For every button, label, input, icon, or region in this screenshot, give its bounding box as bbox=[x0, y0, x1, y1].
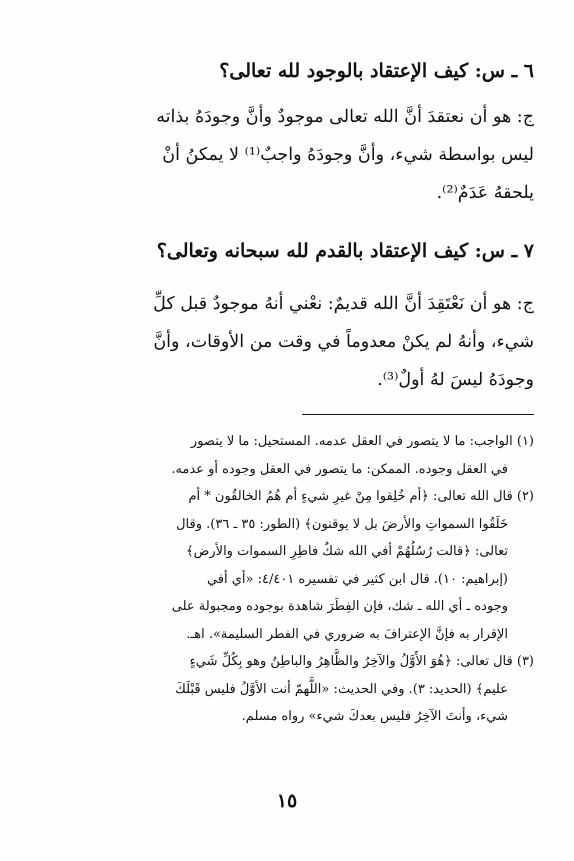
footnotes bbox=[29, 428, 534, 731]
footnote-line: الإقرار به فإنَّ الإعترافَ به ضروري في الفطر السليمة». اهـ. bbox=[186, 626, 508, 642]
footnote-line: تعالى: ﴿قالت رُسُلُهُمْ أفي الله شكٌ فاطِرِ السموات والأرض﴾ bbox=[186, 544, 508, 559]
footnote-line: (إبراهيم: ١٠). قال ابن كثير في تفسيره ٤/٤٠١: «أي أفي bbox=[206, 571, 508, 587]
footnote-line: وجوده ـ أي الله ـ شك، فإن الفِطَرَ شاهدة بوجوده ومجبولة على bbox=[171, 599, 508, 614]
footnote-line: عليم﴾ (الحديد: ٣). وفي الحديث: «اللَّهمّ أنت الأوَّلُ فليس قَبْلَكَ bbox=[175, 681, 508, 697]
answer-7-line: ج: هو أن نَعْتَقِدَ أنَّ الله قديمٌ: نعْني أنهُ موجودٌ قبل كلِّ bbox=[153, 294, 534, 314]
answer-7-line: شيء، وأنهُ لم يكنْ معدوماً في وقت من الأوقات، وأنَّ bbox=[153, 332, 534, 352]
footnote-separator bbox=[302, 414, 534, 415]
page-number: ١٥ bbox=[276, 790, 298, 812]
footnote-line: في العقل وجوده. الممكن: ما يتصور في العقل وجوده أو عدمه. bbox=[171, 461, 508, 477]
answer-7-line: وجودَهُ ليسَ لهُ أولٌ⁽³⁾. bbox=[377, 370, 534, 390]
answer-6 bbox=[29, 98, 534, 212]
answer-6-line: يلحقهُ عَدَمٌ⁽²⁾. bbox=[436, 183, 534, 203]
answer-6-line: ج: هو أن نعتقدَ أنَّ الله تعالى موجودٌ وأنَّ وجودَهُ بذاته bbox=[156, 107, 534, 127]
footnote-line: (١) الواجب: ما لا يتصور في العقل عدمه. المستحيل: ما لا يتصور bbox=[190, 434, 534, 449]
answer-6-line: ليس بواسطة شيء، وأنَّ وجودَهُ واجبٌ⁽¹⁾ لا يمكنُ أنْ bbox=[162, 145, 534, 165]
question-6-heading: ٦ ـ س: كيف الإعتقاد بالوجود لله تعالى؟ bbox=[219, 60, 534, 82]
footnote-line: (٣) قال تعالى: ﴿هُوَ الأَوَّلُ والآخِرُ والظَّاهِرُ والباطِنُ وهو بِكُلِّ شَيءٍ bbox=[189, 654, 534, 669]
question-7-heading: ٧ ـ س: كيف الإعتقاد بالقدم لله سبحانه وتعالى؟ bbox=[156, 240, 534, 262]
footnote-line: خَلَقُوا السمواتِ والأرضَ بل لا يوقنون﴾ (الطور: ٣٥ ـ ٣٦). وقال bbox=[176, 516, 508, 532]
footnote-line: (٢) قال الله تعالى: ﴿أم خُلِقوا مِنْ غيرِ شيءٍ أم هُمُ الخالقُون * أم bbox=[188, 489, 534, 504]
footnote-line: شيء، وأنتَ الآخِرُ فليس بعدكَ شيء» رواه مسلم. bbox=[241, 709, 508, 724]
answer-7 bbox=[29, 285, 534, 399]
